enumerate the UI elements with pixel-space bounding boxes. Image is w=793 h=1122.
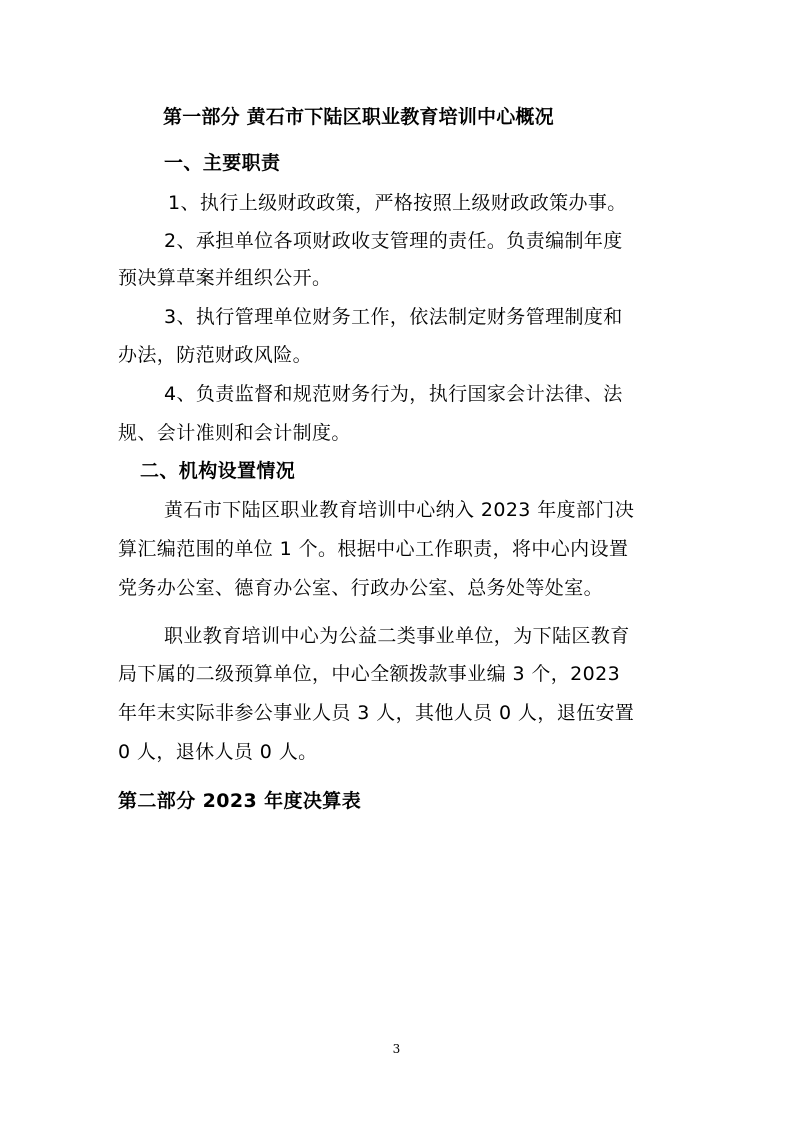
paragraph-line: 算汇编范围的单位 1 个。根据中心工作职责，将中心内设置 xyxy=(118,538,629,560)
part2-title: 第二部分 2023 年度决算表 xyxy=(118,790,362,812)
paragraph-line: 2、承担单位各项财政收支管理的责任。负责编制年度 xyxy=(164,230,623,252)
paragraph-line: 局下属的二级预算单位，中心全额拨款事业编 3 个，2023 xyxy=(118,663,621,685)
paragraph-line: 3、执行管理单位财务工作，依法制定财务管理制度和 xyxy=(164,306,623,328)
part1-title: 第一部分 黄石市下陆区职业教育培训中心概况 xyxy=(163,106,554,128)
paragraph-line: 预决算草案并组织公开。 xyxy=(118,267,332,289)
section2-heading: 二、机构设置情况 xyxy=(140,460,296,482)
paragraph-line: 职业教育培训中心为公益二类事业单位，为下陆区教育 xyxy=(164,625,630,647)
paragraph-line: 办法，防范财政风险。 xyxy=(118,344,313,366)
paragraph-line: 黄石市下陆区职业教育培训中心纳入 2023 年度部门决 xyxy=(164,499,635,521)
paragraph-line: 0 人，退休人员 0 人。 xyxy=(118,741,318,763)
paragraph-line: 规、会计准则和会计制度。 xyxy=(118,422,351,444)
page-number: 3 xyxy=(392,1042,401,1056)
paragraph-line: 年年末实际非参公事业人员 3 人，其他人员 0 人，退伍安置 xyxy=(118,702,635,724)
paragraph-line: 4、负责监督和规范财务行为，执行国家会计法律、法 xyxy=(164,383,623,405)
paragraph-line: 1、执行上级财政政策，严格按照上级财政政策办事。 xyxy=(168,192,627,214)
section1-heading: 一、主要职责 xyxy=(164,152,281,174)
paragraph-line: 党务办公室、德育办公室、行政办公室、总务处等处室。 xyxy=(118,577,604,599)
